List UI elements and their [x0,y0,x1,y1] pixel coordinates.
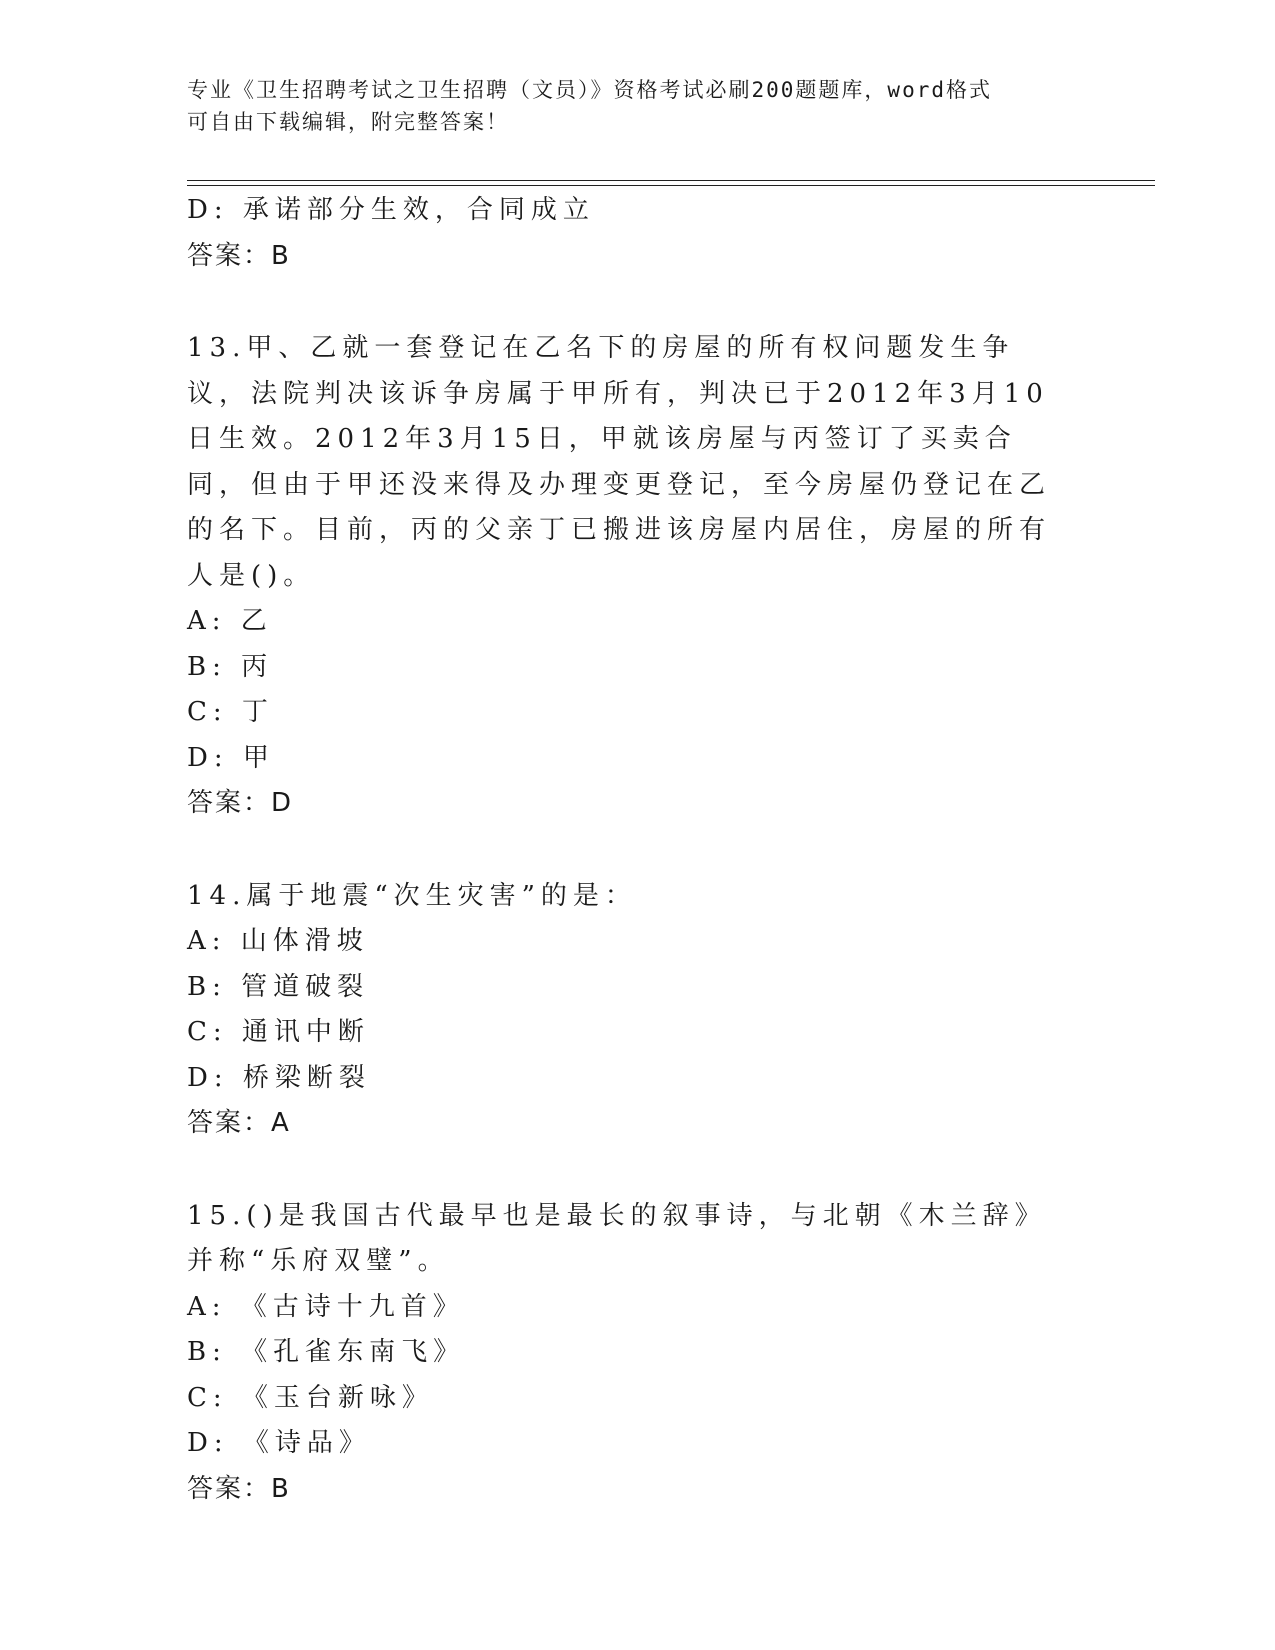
question-14-option-a: A: 山体滑坡 [187,926,369,956]
question-14-option-b: B: 管道破裂 [187,971,370,1002]
header-line-1: 专业《卫生招聘考试之卫生招聘（文员）》资格考试必刷200题题库，word格式 [187,78,992,102]
spacer [187,279,1087,326]
question-13-option-b: B: 丙 [187,651,274,682]
question-14-answer: 答案：A [187,1108,291,1138]
question-13-option-c: C: 丁 [187,697,274,727]
question-15-option-d: D: 《诗品》 [187,1428,371,1458]
question-15-answer: 答案：B [187,1473,291,1504]
spacer [187,827,1087,874]
prev-answer: 答案：B [187,240,291,271]
question-14-option-c: C: 通讯中断 [187,1017,370,1047]
question-14-text: 14.属于地震“次生灾害”的是： [187,880,637,911]
question-13-option-a: A: 乙 [187,606,273,636]
question-14-option-d: D: 桥梁断裂 [187,1062,371,1093]
question-13-text: 13.甲、乙就一套登记在乙名下的房屋的所有权问题发生争议，法院判决该诉争房属于甲所有，判决已于2012年3月10日生效。2012年3月15日，甲就该房屋与丙签订了买卖合同，但由于甲还没来得及办理变更登记，至今房屋仍登记在乙的名下。目前，丙的父亲丁已搬进该房屋内居住，房屋的所有人是()。 [187,333,1052,591]
question-15-text: 15.()是我国古代最早也是最长的叙事诗，与北朝《木兰辞》并称“乐府双璧”。 [187,1200,1047,1276]
question-15-option-b: B: 《孔雀东南飞》 [187,1337,466,1367]
question-content [187,188,1087,1512]
question-15-option-c: C: 《玉台新咏》 [187,1382,434,1413]
header-line-2: 可自由下载编辑，附完整答案！ [187,110,509,134]
question-13-option-d: D: 甲 [187,742,275,773]
prev-option-d: D: 承诺部分生效，合同成立 [187,195,595,225]
question-13-answer: 答案：D [187,788,294,818]
question-15-option-a: A: 《古诗十九首》 [187,1291,465,1322]
header-rule-bottom [187,185,1155,186]
document-header [187,74,1067,138]
header-rule-top [187,180,1155,181]
spacer [187,1147,1087,1194]
